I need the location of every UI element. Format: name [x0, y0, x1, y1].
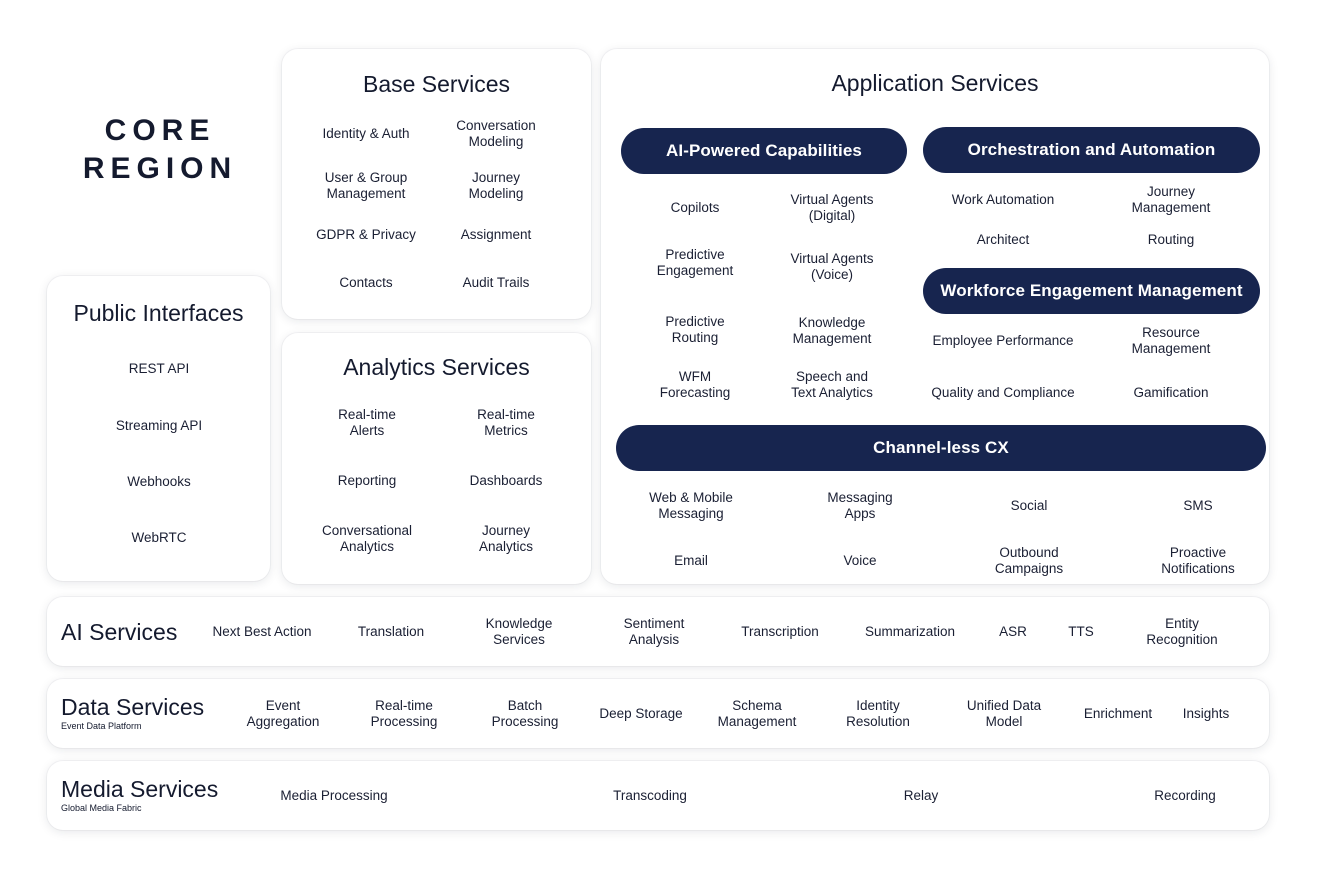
public-interface-item: Streaming API: [115, 418, 203, 433]
channel-item: Outbound Campaigns: [994, 545, 1064, 576]
ai-service-item: Summarization: [864, 624, 956, 639]
analytics-service-item: Real-time Alerts: [338, 407, 396, 438]
orchestration-item: Routing: [1147, 232, 1195, 247]
public-interface-item: REST API: [128, 361, 190, 376]
base-service-item: Contacts: [339, 275, 393, 290]
application-services-card: [601, 49, 1269, 584]
base-service-item: Conversation Modeling: [456, 118, 536, 149]
public-interfaces-title: Public Interfaces: [73, 300, 244, 326]
channel-item: Voice: [843, 553, 877, 568]
channel-item: Email: [674, 553, 708, 568]
ai-services-title: AI Services: [61, 619, 178, 645]
ai-capability-item: WFM Forecasting: [659, 369, 731, 400]
ai-service-item: Transcription: [741, 624, 819, 639]
core-region-title: CORE REGION: [82, 114, 238, 185]
base-service-item: Assignment: [460, 227, 532, 242]
channel-item: Social: [1010, 498, 1048, 513]
channel-item: Proactive Notifications: [1161, 545, 1235, 576]
base-service-item: Audit Trails: [462, 275, 530, 290]
orchestration-item: Architect: [976, 232, 1030, 247]
data-services-row: [47, 679, 1269, 748]
ai-capability-item: Predictive Engagement: [656, 247, 734, 278]
analytics-service-item: Conversational Analytics: [321, 523, 413, 554]
data-service-item: Enrichment: [1083, 706, 1153, 721]
orchestration-item: Journey Management: [1131, 184, 1211, 215]
base-service-item: User & Group Management: [324, 170, 408, 201]
analytics-service-item: Journey Analytics: [478, 523, 534, 554]
ai-capability-item: Copilots: [670, 200, 720, 215]
media-services-row: [47, 761, 1269, 830]
data-service-item: Unified Data Model: [966, 698, 1042, 729]
ai-capability-item: Knowledge Management: [792, 315, 872, 346]
base-services-card: [282, 49, 591, 319]
analytics-service-item: Real-time Metrics: [477, 407, 535, 438]
analytics-services-card: [282, 333, 591, 584]
workforce-item: Employee Performance: [932, 333, 1074, 348]
public-interface-item: Webhooks: [127, 474, 191, 489]
media-service-item: Relay: [903, 788, 939, 803]
data-service-item: Schema Management: [717, 698, 797, 729]
ai-capability-item: Virtual Agents (Digital): [790, 192, 874, 223]
ai-service-item: Next Best Action: [212, 624, 312, 639]
public-interfaces-card: [47, 276, 270, 581]
ai-services-row: [47, 597, 1269, 666]
ai-capability-item: Predictive Routing: [665, 314, 725, 345]
base-service-item: GDPR & Privacy: [316, 227, 416, 242]
channel-item: SMS: [1183, 498, 1213, 513]
ai-service-item: Sentiment Analysis: [623, 616, 685, 647]
base-services-title: Base Services: [362, 71, 510, 97]
data-service-item: Identity Resolution: [846, 698, 910, 729]
channelless-cx-header: Channel-less CX: [616, 425, 1266, 471]
media-service-item: Media Processing: [280, 788, 388, 803]
analytics-service-item: Dashboards: [469, 473, 543, 488]
ai-service-item: Knowledge Services: [485, 616, 553, 647]
channel-item: Web & Mobile Messaging: [649, 490, 733, 521]
base-service-item: Journey Modeling: [468, 170, 524, 201]
workforce-engagement-header: Workforce Engagement Management: [923, 268, 1260, 314]
workforce-item: Resource Management: [1131, 325, 1211, 356]
media-service-item: Transcoding: [613, 788, 687, 803]
ai-capability-item: Virtual Agents (Voice): [790, 251, 874, 282]
workforce-item: Quality and Compliance: [931, 385, 1075, 400]
analytics-services-title: Analytics Services: [343, 354, 530, 380]
ai-service-item: TTS: [1068, 624, 1094, 639]
data-service-item: Deep Storage: [599, 706, 683, 721]
data-service-item: Event Aggregation: [246, 698, 320, 729]
ai-service-item: Translation: [357, 624, 425, 639]
orchestration-automation-header: Orchestration and Automation: [923, 127, 1260, 173]
workforce-item: Gamification: [1133, 385, 1209, 400]
channel-item: Messaging Apps: [827, 490, 893, 521]
data-services-subtitle: Event Data Platform: [61, 721, 142, 731]
data-service-item: Batch Processing: [491, 698, 559, 729]
media-services-title: Media Services: [61, 776, 219, 802]
data-service-item: Real-time Processing: [370, 698, 438, 729]
orchestration-item: Work Automation: [951, 192, 1055, 207]
application-services-title: Application Services: [831, 70, 1039, 96]
ai-service-item: ASR: [999, 624, 1027, 639]
data-services-title: Data Services: [61, 694, 205, 720]
base-service-item: Identity & Auth: [322, 126, 410, 141]
ai-capability-item: Speech and Text Analytics: [791, 369, 873, 400]
ai-service-item: Entity Recognition: [1146, 616, 1218, 647]
ai-powered-capabilities-header: AI-Powered Capabilities: [621, 128, 907, 174]
analytics-service-item: Reporting: [337, 473, 397, 488]
data-service-item: Insights: [1182, 706, 1230, 721]
media-service-item: Recording: [1154, 788, 1216, 803]
media-services-subtitle: Global Media Fabric: [61, 803, 142, 813]
public-interface-item: WebRTC: [131, 530, 187, 545]
